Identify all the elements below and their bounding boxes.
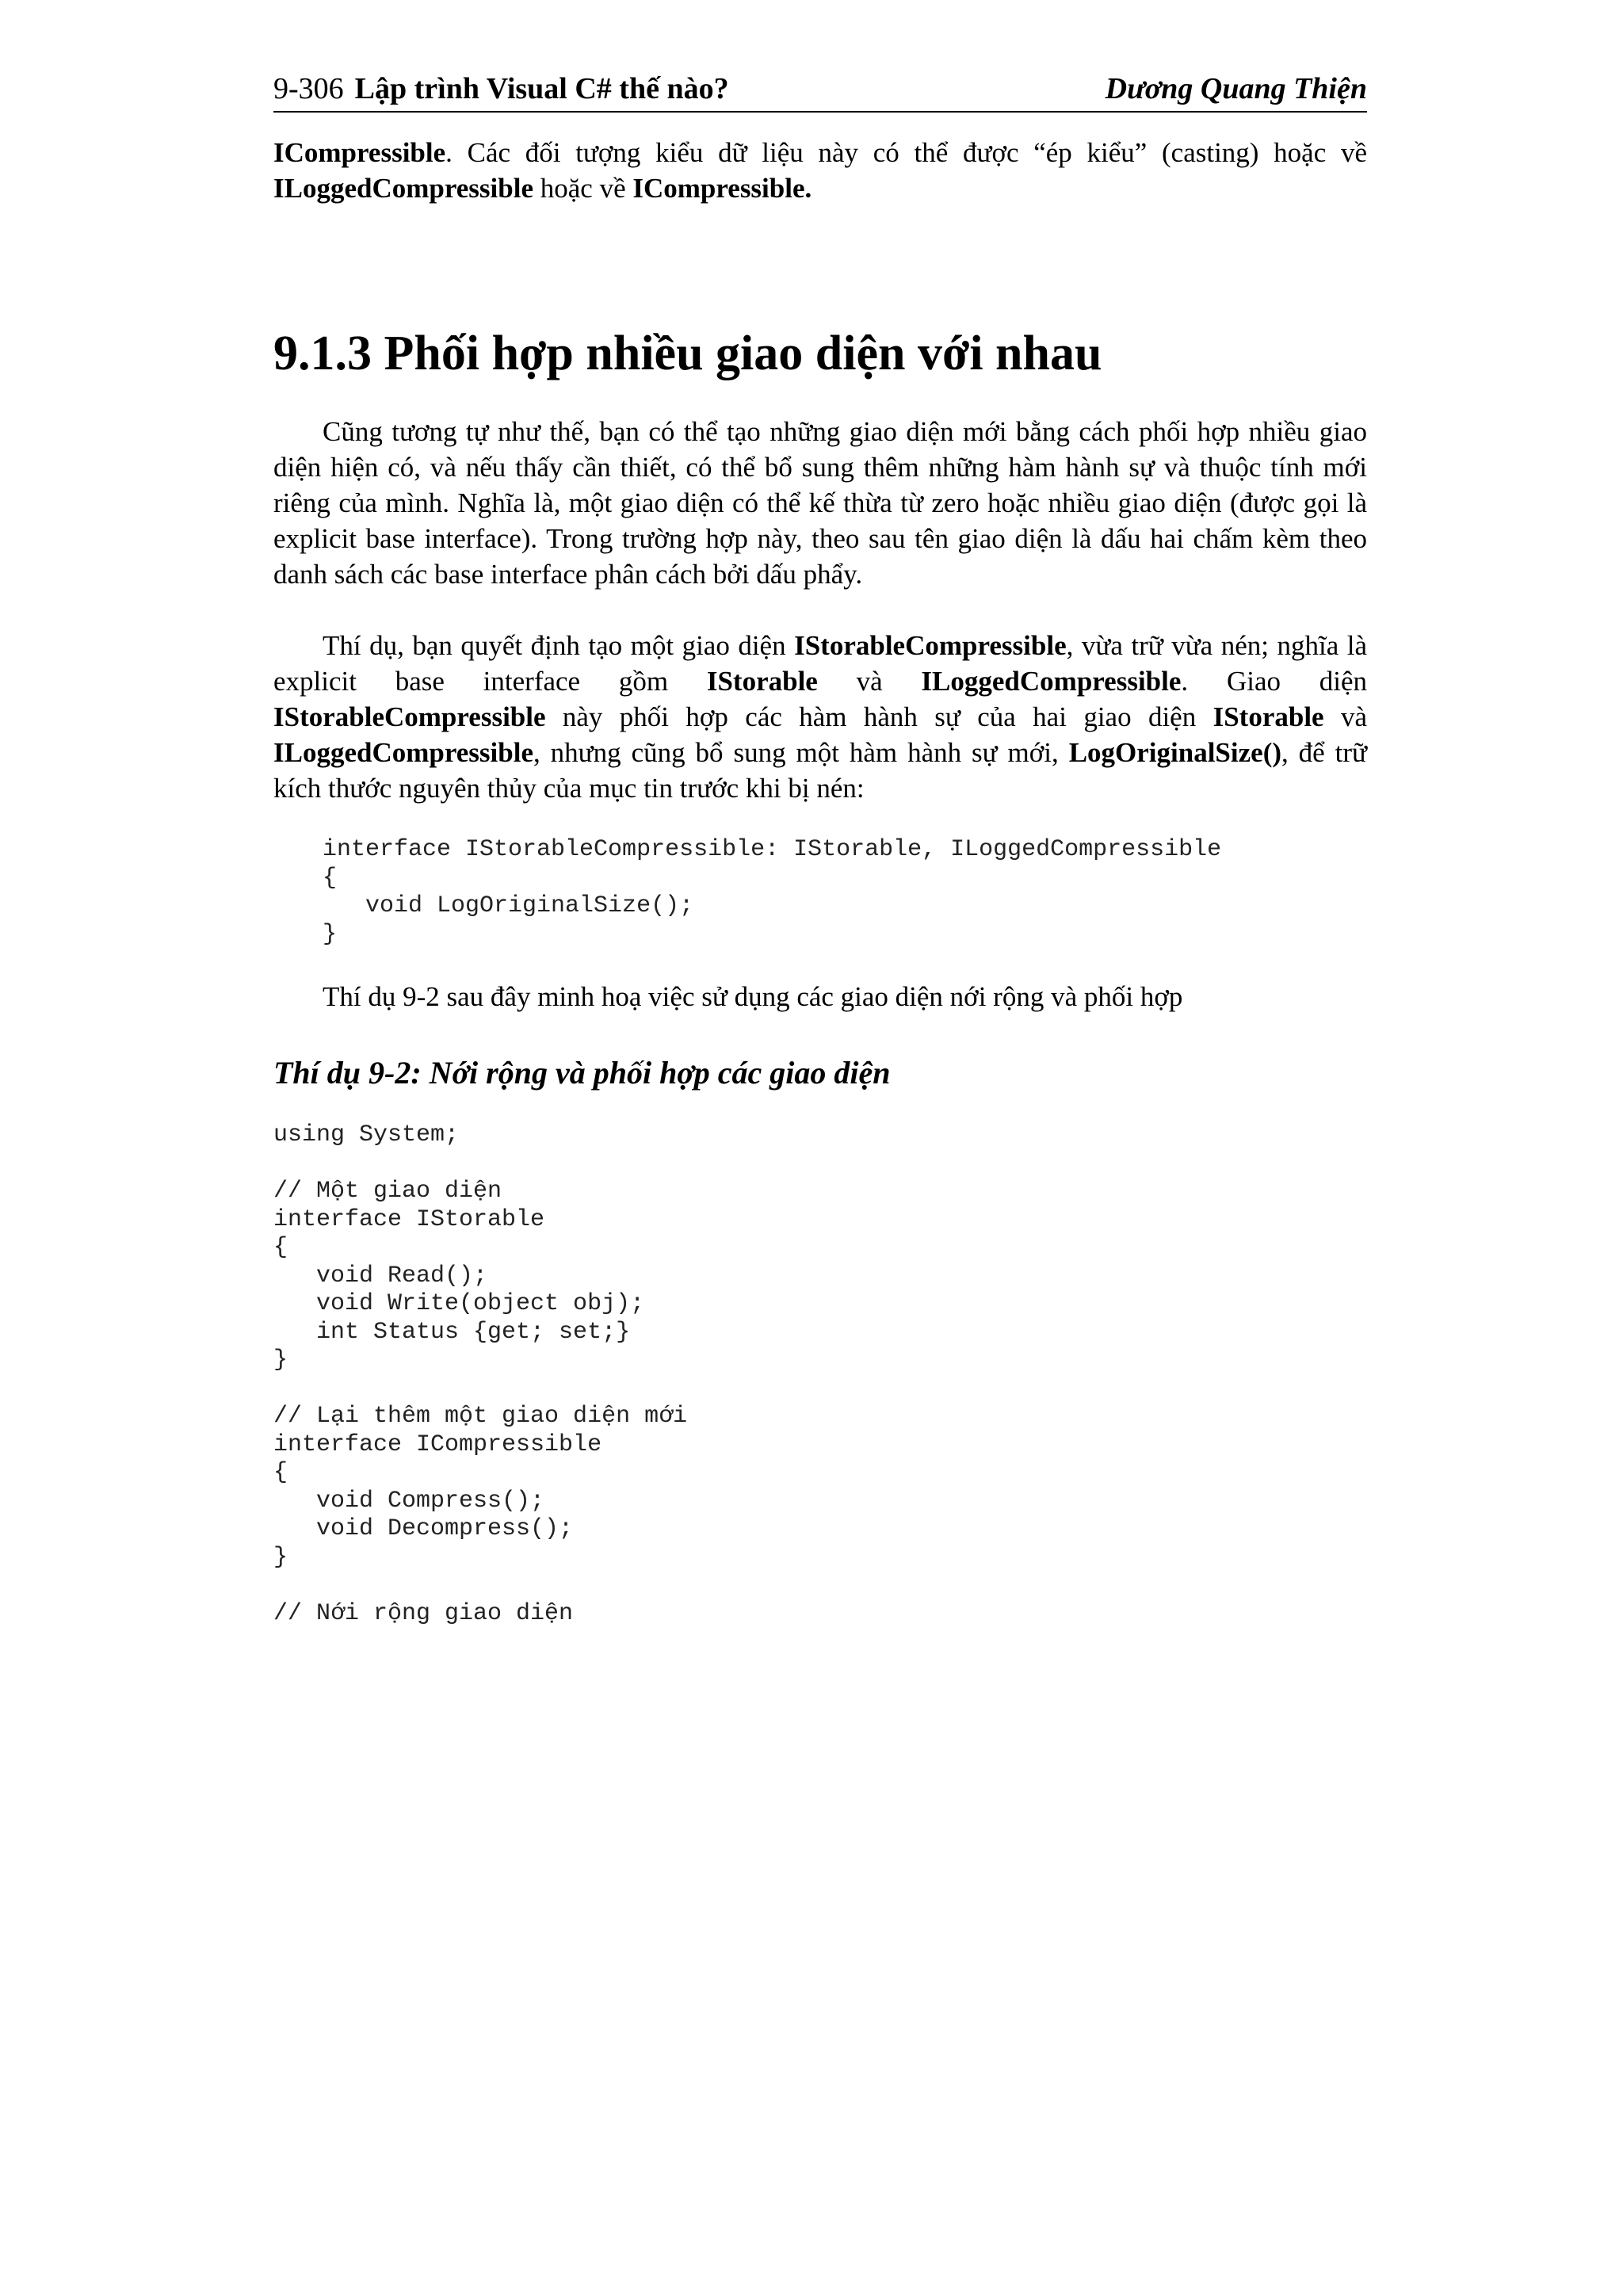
code-line: { (323, 864, 338, 892)
code-line: void Read(); (273, 1262, 488, 1289)
code-line: { (273, 1459, 288, 1486)
code-line: } (273, 1347, 288, 1373)
code-line: interface ICompressible (273, 1431, 602, 1458)
page-header (273, 71, 1367, 113)
p2-bold-3: ILoggedCompressible (921, 666, 1182, 697)
code-line: void Decompress(); (273, 1515, 574, 1542)
intro-bold-1: ICompressible (273, 137, 446, 168)
code-line: } (273, 1543, 288, 1571)
document-page (273, 71, 1367, 1628)
code-block-example (273, 1121, 1367, 1628)
code-line: void Compress(); (273, 1487, 545, 1515)
intro-text-2: hoặc về (533, 173, 633, 204)
intro-bold-3: ICompressible. (632, 173, 812, 204)
section-paragraph-3: Thí dụ 9-2 sau đây minh hoạ việc sử dụng các giao diện nới rộng và phối hợp (323, 981, 1183, 1012)
code-line: using System; (273, 1121, 460, 1148)
p2-text-6: và (1323, 701, 1367, 732)
p2-text-2: , vừa trữ vừa nén; nghĩa là explicit base interface gồm (273, 630, 1367, 697)
paragraph-gap (273, 592, 1367, 628)
p2-text-7: , nhưng cũng bổ sung một hàm hành sự mới, (533, 737, 1069, 768)
page-number: 9-306 (273, 72, 344, 105)
example-heading: Thí dụ 9-2: Nới rộng và phối hợp các giao diện (273, 1055, 891, 1091)
p2-text-3: và (817, 666, 922, 697)
section-paragraph-1: Cũng tương tự như thế, bạn có thể tạo những giao diện mới bằng cách phối hợp nhiều giao diện hiện có, và nếu thấy cần thiết, có thể bổ sung thêm những hàm hành sự và thuộc tính mới riêng của mình. Nghĩa là, một giao diện có thể kế thừa từ zero hoặc nhiều giao diện (được gọi là explicit base interface). Trong trường hợp này, theo sau tên giao diện là dấu hai chấm kèm theo danh sách các base interface phân cách bởi dấu phẩy. (273, 416, 1367, 590)
p2-text-8: , để trữ kích thước nguyên thủy của mục tin trước khi bị nén: (273, 737, 1367, 804)
code-line: // Một giao diện (273, 1178, 502, 1205)
section-paragraph-2 (273, 628, 1367, 806)
author-name: Dương Quang Thiện (1105, 72, 1367, 105)
code-line: int Status {get; set;} (273, 1318, 631, 1346)
p2-bold-4: IStorableCompressible (273, 701, 546, 732)
code-line: } (323, 920, 338, 948)
code-line: void LogOriginalSize(); (323, 892, 694, 919)
p2-bold-7: LogOriginalSize() (1068, 737, 1281, 768)
p2-bold-2: IStorable (706, 666, 818, 697)
code-line: void Write(object obj); (273, 1290, 645, 1317)
header-left (273, 71, 729, 106)
code-line: interface IStorable (273, 1205, 545, 1233)
code-line: { (273, 1234, 288, 1261)
p2-bold-5: IStorable (1212, 701, 1324, 732)
section-heading: 9.1.3 Phối hợp nhiều giao diện với nhau (273, 327, 1102, 380)
p2-text-4: . Giao diện (1181, 666, 1367, 697)
code-block-interface (273, 836, 1367, 949)
p2-bold-6: ILoggedCompressible (273, 737, 533, 768)
p2-bold-1: IStorableCompressible (794, 630, 1067, 661)
intro-paragraph (273, 135, 1367, 206)
intro-text-1: . Các đối tượng kiểu dữ liệu này có thể được “ép kiểu” (casting) hoặc về (445, 137, 1367, 168)
p2-text-1: Thí dụ, bạn quyết định tạo một giao diện (323, 630, 795, 661)
book-title: Lập trình Visual C# thế nào? (354, 72, 729, 105)
code-line: // Nới rộng giao diện (273, 1599, 574, 1627)
intro-bold-2: ILoggedCompressible (273, 173, 533, 204)
code-line: // Lại thêm một giao diện mới (273, 1403, 688, 1430)
p2-text-5: này phối hợp các hàm hành sự của hai giao diện (545, 701, 1213, 732)
code-line: interface IStorableCompressible: IStorable, ILoggedCompressible (323, 836, 1222, 863)
